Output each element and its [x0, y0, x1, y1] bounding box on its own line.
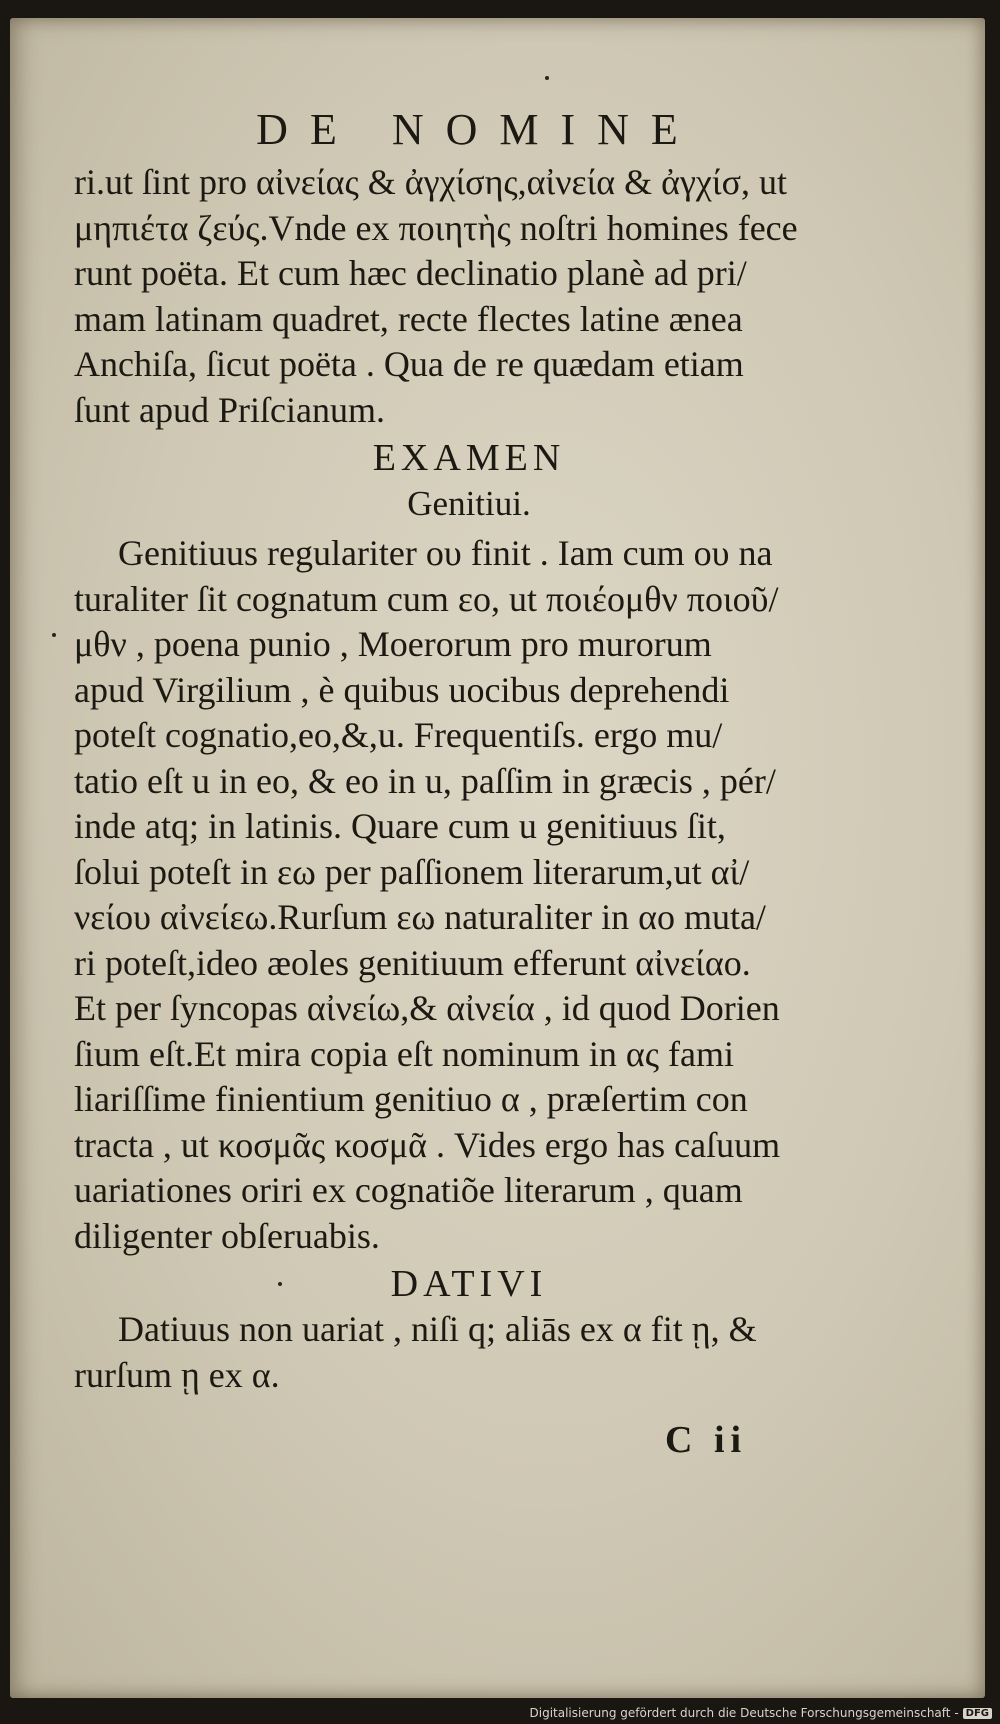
text-line: tracta , ut κοσμᾶς κοσμᾶ . Vides ergo has caſuum: [74, 1124, 781, 1165]
text-line: runt poëta. Et cum hæc declinatio planè ad pri/: [74, 253, 747, 293]
ink-speck: [52, 633, 56, 637]
text-line: turaliter ſit cognatum cum εο, ut ποιέομθν ποιοῦ/: [74, 578, 779, 619]
footer-credit: Digitalisierung gefördert durch die Deutsche Forschungsgemeinschaft -: [529, 1706, 959, 1720]
section-title-datiui: DATIVI: [390, 1263, 548, 1305]
paragraph-genitiui: [74, 531, 864, 1259]
text-line: ſunt apud Priſcianum.: [74, 389, 385, 430]
text-line: poteſt cognatio,eo,&,u. Frequentiſs. ergo mu/: [74, 715, 723, 755]
text-line: apud Virgilium , è quibus uocibus deprehendi: [74, 669, 730, 710]
text-line: liariſſime finientium genitiuo α , præſertim con: [74, 1079, 748, 1119]
signature-mark: C ii: [665, 1419, 748, 1461]
text-line: νείου αἰνείεω.Rurſum εω naturaliter in αο muta/: [74, 897, 766, 937]
paragraph-datiui: [74, 1307, 864, 1398]
section-subtitle-genitiui: Genitiui.: [407, 484, 531, 523]
text-line: Et per ſyncopas αἰνείω,& αἰνεία , id quod Dorien: [74, 988, 780, 1028]
text-line: ſium eſt.Et mira copia eſt nominum in ας fami: [74, 1033, 734, 1074]
ink-speck: [545, 76, 549, 80]
book-page: [10, 18, 985, 1698]
text-line: diligenter obſeruabis.: [74, 1215, 380, 1256]
text-line: rurſum ῃ ex α.: [74, 1354, 280, 1395]
text-line: ri poteſt,ideo æoles genitiuum efferunt αἰνείαο.: [74, 942, 751, 983]
running-head: DE NOMINE: [256, 105, 700, 154]
text-line: inde atq; in latinis. Quare cum u genitiuus ſit,: [74, 806, 726, 846]
text-line: Anchiſa, ſicut poëta . Qua de re quædam etiam: [74, 344, 744, 384]
digitization-footer: [530, 1706, 993, 1720]
text-line: μθν , poena punio , Moerorum pro murorum: [74, 624, 712, 664]
text-line: uariationes oriri ex cognatiõe literarum , quam: [74, 1170, 743, 1210]
paragraph-top: [74, 160, 864, 433]
page-text: [74, 104, 864, 1398]
text-line: Datiuus non uariat , niſi q; aliās ex α fit ῃ, &: [118, 1309, 757, 1349]
text-line: Genitiuus regulariter ου finit . Iam cum ου na: [118, 533, 773, 573]
text-line: tatio eſt u in eo, & eo in u, paſſim in græcis , pér/: [74, 760, 776, 801]
dfg-logo-icon: DFG: [963, 1708, 992, 1719]
text-line: μηπιέτα ζεύς.Vnde ex ποιητὴς noſtri homines fece: [74, 207, 798, 248]
text-line: ri.ut ſint pro αἰνείας & ἀγχίσης,αἰνεία & ἀγχίσ, ut: [74, 162, 787, 202]
text-line: ſolui poteſt in εω per paſſionem literarum,ut αἰ/: [74, 851, 750, 892]
text-line: mam latinam quadret, recte flectes latine æneа: [74, 298, 743, 339]
section-title-examen: EXAMEN: [372, 437, 566, 479]
